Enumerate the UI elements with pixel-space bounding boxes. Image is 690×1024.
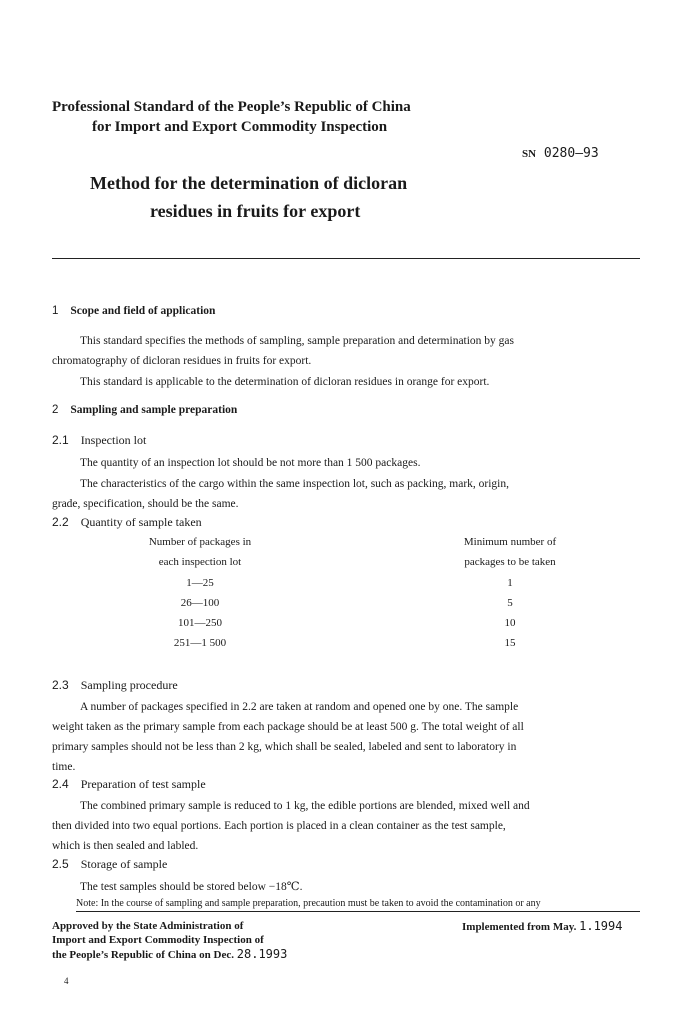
section-2-1-line3: grade, specification, should be the same.	[52, 498, 239, 510]
section-1-heading: 1 Scope and field of application	[52, 305, 216, 317]
section-2-4-line3: which is then sealed and labled.	[52, 840, 199, 852]
section-2-5-heading: 2.5 Storage of sample	[52, 857, 168, 871]
standard-code	[522, 146, 599, 161]
table-row-lot: 251—1 500	[173, 637, 227, 649]
standard-code-number: 0280—93	[543, 146, 599, 161]
standard-title-line1: Professional Standard of the People’s Republic of China	[52, 99, 411, 115]
section-2-1-heading: 2.1 Inspection lot	[52, 433, 147, 447]
approval-line1: Approved by the State Administration of	[52, 920, 244, 932]
section-2-1-line2: The characteristics of the cargo within the same inspection lot, such as packing, mark, origin,	[80, 478, 509, 490]
table-col2-header-line2: packages to be taken	[464, 556, 556, 568]
implemented-date: 1.1994	[579, 919, 623, 933]
section-2-heading: 2 Sampling and sample preparation	[52, 404, 238, 416]
section-1-para1-line1: This standard specifies the methods of sampling, sample preparation and determination by gas	[80, 335, 515, 347]
header-divider	[52, 258, 640, 259]
table-row-min: 1	[507, 577, 513, 589]
table-row-min: 10	[504, 617, 516, 629]
section-1-para1-line2: chromatography of dicloran residues in fruits for export.	[52, 355, 312, 367]
document-title-line1: Method for the determination of dicloran	[90, 173, 408, 193]
section-2-3-heading: 2.3 Sampling procedure	[52, 678, 178, 692]
section-2-3-line3: primary samples should not be less than 2 kg, which shall be sealed, labeled and sent to laboratory in	[52, 741, 517, 753]
page-number: 4	[64, 976, 69, 986]
section-2-4-heading: 2.4 Preparation of test sample	[52, 777, 206, 791]
section-2-5-line1: The test samples should be stored below −18℃.	[80, 881, 303, 893]
section-2-3-line1: A number of packages specified in 2.2 are taken at random and opened one by one. The sample	[80, 701, 519, 713]
section-2-1-line1: The quantity of an inspection lot should be not more than 1 500 packages.	[80, 457, 421, 469]
note-text: Note: In the course of sampling and sample preparation, precaution must be taken to avoid the contamination or any	[76, 897, 640, 912]
standard-title-line2: for Import and Export Commodity Inspection	[92, 119, 388, 135]
section-2-4-line1: The combined primary sample is reduced to 1 kg, the edible portions are blended, mixed well and	[80, 800, 530, 812]
section-2-3-line2: weight taken as the primary sample from each package should be at least 500 g. The total weight of all	[52, 721, 524, 733]
section-2-4-line2: then divided into two equal portions. Each portion is placed in a clean container as the test sample,	[52, 820, 506, 832]
implemented-line: Implemented from May. 1.1994	[462, 919, 623, 933]
table-row-lot: 1—25	[186, 577, 214, 589]
section-1-para2: This standard is applicable to the determination of dicloran residues in orange for export.	[80, 376, 490, 388]
approval-line2: Import and Export Commodity Inspection of	[52, 934, 264, 946]
table-col1-header-line1: Number of packages in	[148, 536, 252, 548]
table-col1-header-line2: each inspection lot	[158, 556, 242, 568]
approval-date: 28.1993	[236, 947, 288, 961]
table-col2-header-line1: Minimum number of	[463, 536, 557, 548]
table-row-lot: 26—100	[180, 597, 220, 609]
document-title-line2: residues in fruits for export	[150, 201, 361, 221]
table-row-min: 15	[504, 637, 516, 649]
section-2-2-heading: 2.2 Quantity of sample taken	[52, 515, 202, 529]
table-row-min: 5	[507, 597, 513, 609]
approval-line3: the People’s Republic of China on Dec. 28.1993	[52, 947, 288, 961]
section-2-3-line4: time.	[52, 761, 76, 773]
table-row-lot: 101—250	[178, 617, 222, 629]
standard-code-prefix: SN	[522, 148, 537, 160]
